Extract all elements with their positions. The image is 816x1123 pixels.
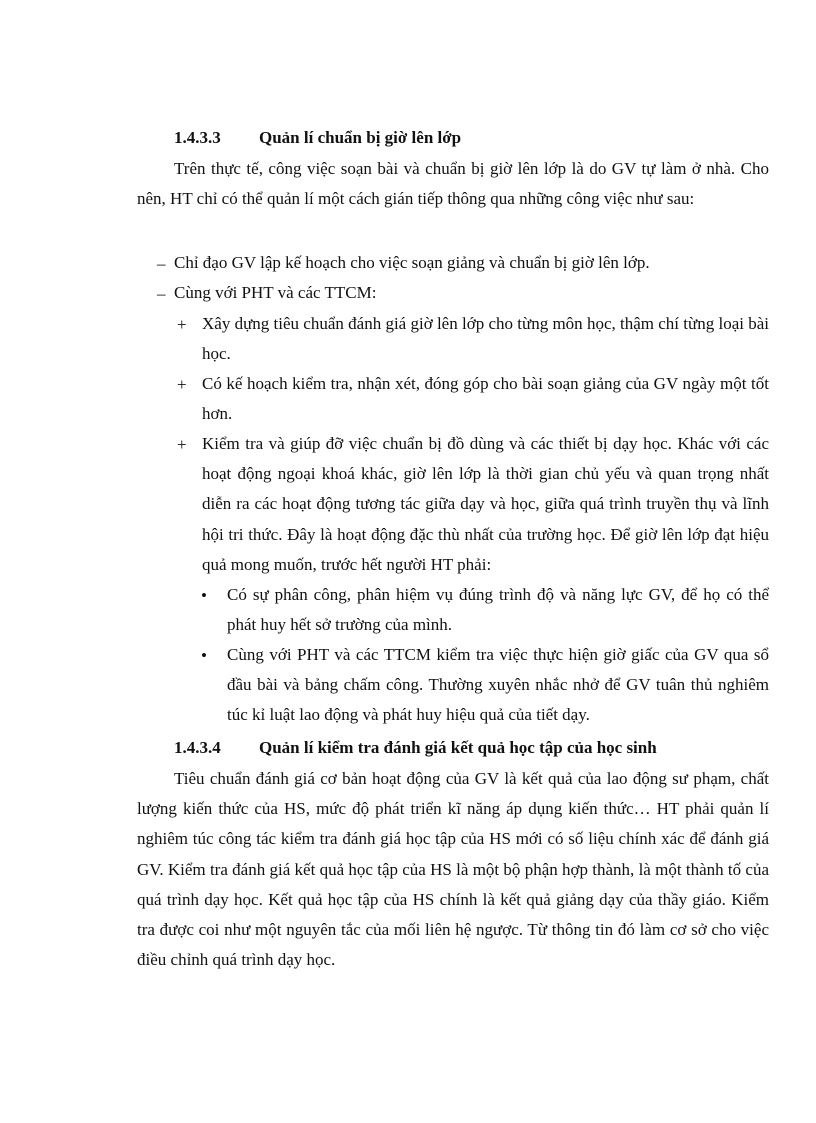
section-title: Quản lí kiểm tra đánh giá kết quả học tập của học sinh xyxy=(259,738,657,757)
bullet-item: Có sự phân công, phân hiệm vụ đúng trình độ và năng lực GV, để họ có thể phát huy hết sở trường của mình. xyxy=(227,585,769,635)
plus-item: Kiểm tra và giúp đỡ việc chuẩn bị đồ dùng và các thiết bị dạy học. Khác với các hoạt động ngoại khoá khác, giờ lên lớp là thời gian chủ yếu và quan trọng nhất diễn ra các hoạt động tương tác giữa dạy và học, giữa quá trình truyền thụ và lĩnh hội tri thức. Đây là hoạt động đặc thù nhất của trường học. Để giờ lên lớp đạt hiệu quả mong muốn, trước hết người HT phải: xyxy=(202,434,769,574)
section-title: Quản lí chuẩn bị giờ lên lớp xyxy=(259,128,462,147)
intro-paragraph: Trên thực tế, công việc soạn bài và chuẩn bị giờ lên lớp là do GV tự làm ở nhà. Cho nên, HT chỉ có thể quản lí một cách gián tiếp thông qua những công việc như sau: xyxy=(137,159,769,209)
body-paragraph: Tiêu chuẩn đánh giá cơ bản hoạt động của GV là kết quả của lao động sư phạm, chất lượng kiến thức của HS, mức độ phát triển kĩ năng áp dụng kiến thức… HT phải quản lí nghiêm túc công tác kiểm tra đánh giá học tập của HS mới có số liệu chính xác để đánh giá GV. Kiểm tra đánh giá kết quả học tập của HS là một bộ phận hợp thành, là một thành tố của quá trình dạy học. Kết quả học tập của HS chính là kết quả giảng dạy của thầy giáo. Kiểm tra được coi như một nguyên tắc của mối liên hệ ngược. Từ thông tin đó làm cơ sở cho việc điều chỉnh quá trình dạy học. xyxy=(137,769,769,970)
section-heading-1-4-3-4 xyxy=(174,738,657,758)
dash-item: Cùng với PHT và các TTCM: xyxy=(174,283,377,302)
bullet-item: Cùng với PHT và các TTCM kiểm tra việc thực hiện giờ giấc của GV qua sổ đầu bài và bảng chấm công. Thường xuyên nhắc nhở để GV tuân thủ nghiêm túc kỉ luật lao động và phát huy hiệu quả của tiết dạy. xyxy=(227,645,769,725)
plus-marker: + xyxy=(177,435,187,454)
bullet-marker: • xyxy=(201,586,207,605)
section-number: 1.4.3.3 xyxy=(174,128,221,147)
bullet-marker: • xyxy=(201,646,207,665)
plus-item: Xây dựng tiêu chuẩn đánh giá giờ lên lớp cho từng môn học, thậm chí từng loại bài học. xyxy=(202,314,769,364)
plus-marker: + xyxy=(177,315,187,334)
dash-marker: – xyxy=(157,254,166,273)
section-heading-1-4-3-3 xyxy=(174,128,461,148)
plus-item: Có kế hoạch kiểm tra, nhận xét, đóng góp cho bài soạn giảng của GV ngày một tốt hơn. xyxy=(202,374,769,424)
section-number: 1.4.3.4 xyxy=(174,738,221,757)
dash-marker: – xyxy=(157,284,166,303)
plus-marker: + xyxy=(177,375,187,394)
dash-item: Chỉ đạo GV lập kế hoạch cho việc soạn giảng và chuẩn bị giờ lên lớp. xyxy=(174,253,650,272)
